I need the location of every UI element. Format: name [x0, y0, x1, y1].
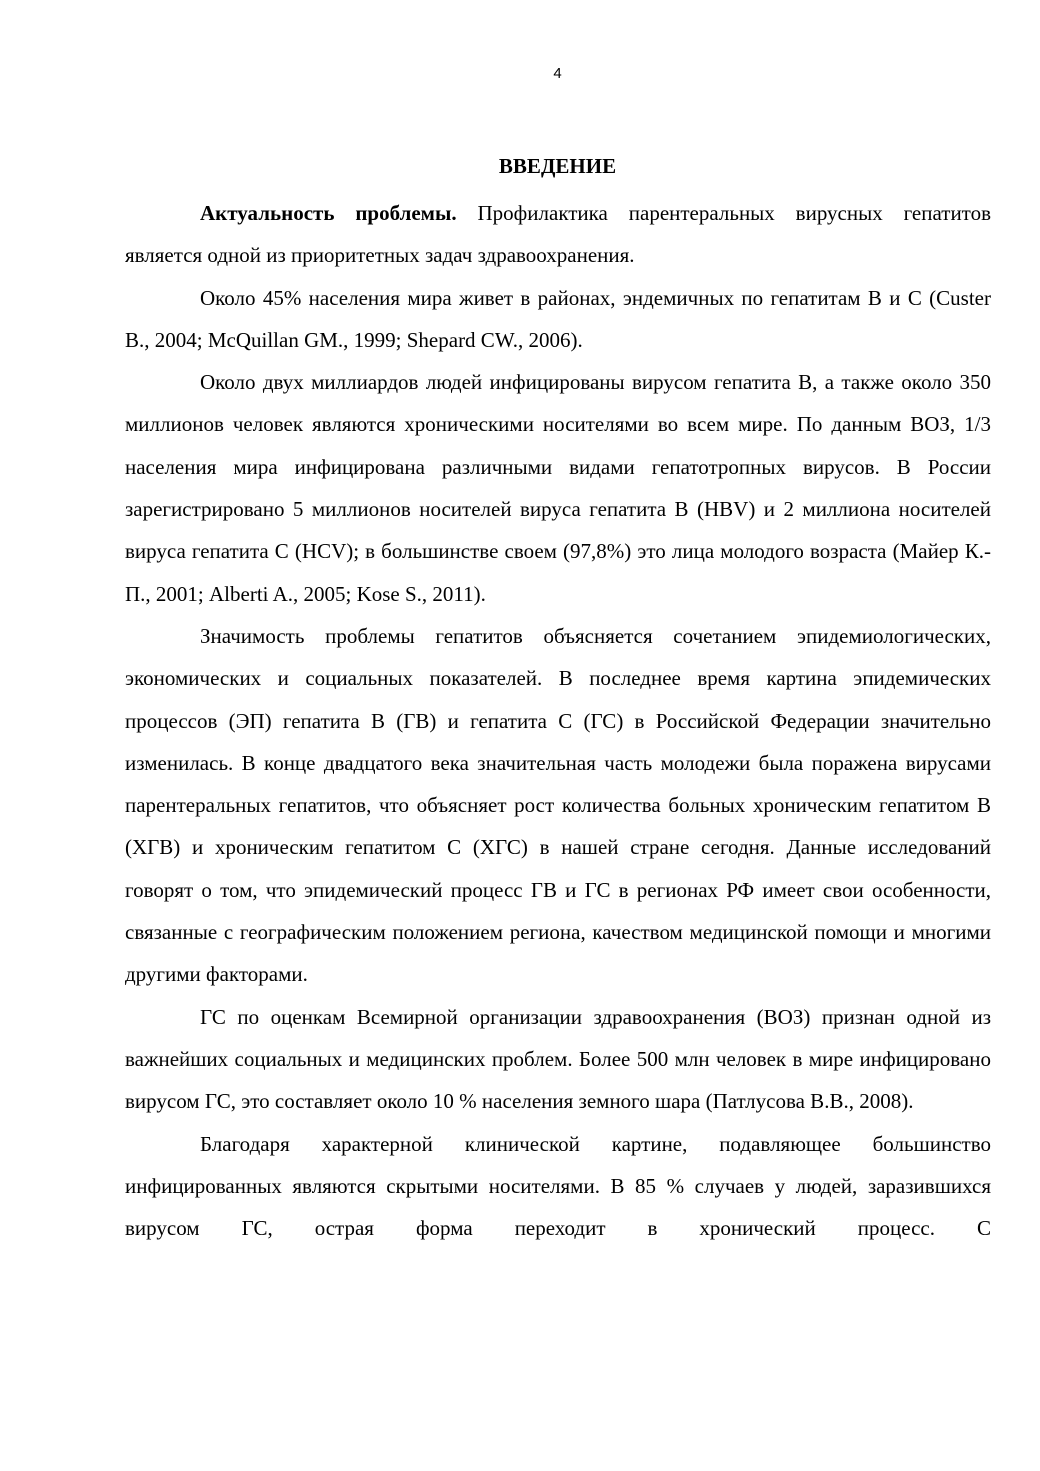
- paragraph: ГС по оценкам Всемирной организации здравоохранения (ВОЗ) признан одной из важнейших социальных и медицинских проблем. Более 500 млн человек в мире инфицировано вирусом ГС, это составляет около 10 % населения земного шара (Патлусова В.В., 2008).: [125, 1004, 991, 1114]
- page-number: 4: [553, 65, 562, 82]
- document-body: [125, 192, 991, 1249]
- section-heading: ВВЕДЕНИЕ: [498, 154, 617, 178]
- paragraph: Благодаря характерной клинической картине, подавляющее большинство инфицированных являются скрытыми носителями. В 85 % случаев у людей, заразившихся вирусом ГС, острая форма переходит в хронический процесс. С: [125, 1131, 991, 1241]
- paragraph: Около двух миллиардов людей инфицированы вирусом гепатита В, а также около 350 миллионов человек являются хроническими носителями во всем мире. По данным ВОЗ, 1/3 населения мира инфицирована различными видами гепатотропных вирусов. В России зарегистрировано 5 миллионов носителей вируса гепатита В (HBV) и 2 миллиона носителей вируса гепатита С (HCV); в большинстве своем (97,8%) это лица молодого возраста (Майер К.-П., 2001; Alberti A., 2005; Kose S., 2011).: [125, 370, 991, 606]
- paragraph-bold-lead: Актуальность проблемы.: [200, 201, 457, 225]
- paragraph: Около 45% населения мира живет в районах, эндемичных по гепатитам В и С (Custer B., 2004; McQuillan GM., 1999; Shepard CW., 2006).: [125, 285, 991, 352]
- paragraph-text: Профилактика парентеральных вирусных гепатитов является одной из приоритетных задач здравоохранения.: [125, 201, 991, 268]
- paragraph-relevance: [125, 192, 991, 277]
- paragraph: Значимость проблемы гепатитов объясняется сочетанием эпидемиологических, экономических и социальных показателей. В последнее время картина эпидемических процессов (ЭП) гепатита В (ГВ) и гепатита С (ГС) в Российской Федерации значительно изменилась. В конце двадцатого века значительная часть молодежи была поражена вирусами парентеральных гепатитов, что объясняет рост количества больных хроническим гепатитом В (ХГВ) и хроническим гепатитом С (ХГС) в нашей стране сегодня. Данные исследований говорят о том, что эпидемический процесс ГВ и ГС в регионах РФ имеет свои особенности, связанные с географическим положением региона, качеством медицинской помощи и многими другими факторами.: [125, 623, 991, 987]
